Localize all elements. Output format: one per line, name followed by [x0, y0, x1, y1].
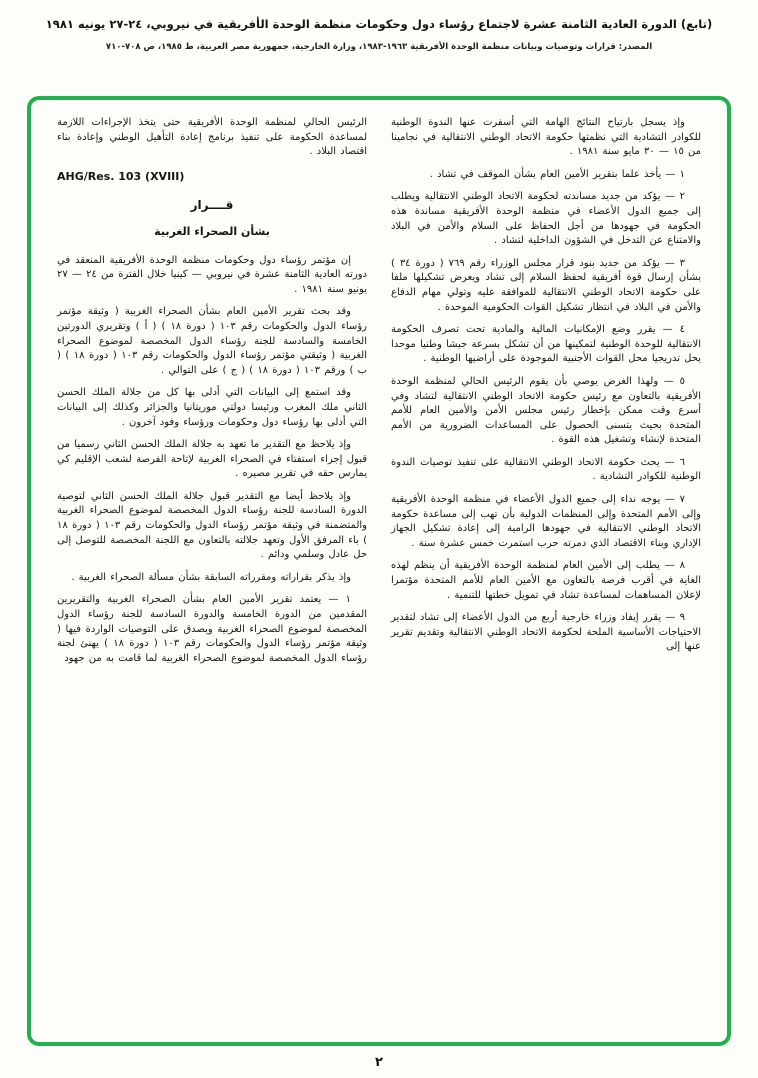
green-border-content-box: [27, 96, 731, 1046]
header-title: (تابع) الدورة العادية الثامنة عشرة لاجتماع رؤساء دول وحكومات منظمة الوحدة الأفريقية في نيروبي، ٢٤-٢٧ يونيه ١٩٨١: [45, 17, 713, 31]
paragraph-item-7: ٧ — يوجه نداء إلى جميع الدول الأعضاء في منظمة الوحدة الأفريقية وإلى الأمم المتحدة وإلى المنظمات الدولية بأن تهب إلى مساعدة حكومة الاتحاد الوطني الانتقالية في جهودها الرامية إلى إعادة تشكيل الجهاز الإداري وبناء الاقتصاد الذي دمرته حرب استمرت خمس عشرة سنة .: [391, 494, 701, 549]
left-column: [57, 116, 367, 1028]
paragraph-item-4: ٤ — يقرر وضع الإمكانيات المالية والمادية تحت تصرف الحكومة الانتقالية للوحدة الوطنية لتمكينها من أن تشكل بسرعة جيشا وطنيا موحدا يحل تدريجيا محل القوات الأجنبية الموجودة على أراضيها الوطنية .: [391, 324, 701, 365]
paragraph-ws-noting-1: وإذ يلاحظ مع التقدير ما تعهد به جلالة الملك الحسن الثاني رسميا من قبول إجراء استفتاء في الصحراء الغربية لإتاحة الفرصة لشعب الإقليم كي يمارس حقه في تقرير مصيره .: [57, 439, 367, 480]
paragraph-preamble-chad: وإذ يسجل بارتياح النتائج الهامة التي أسفرت عنها الندوة الوطنية للكوادر التشادية التي نظمتها حكومة الاتحاد الوطني الانتقالية في نجامينا من ١٥ — ٣٠ مايو سنة ١٩٨١ .: [391, 117, 701, 158]
paragraph-ws-noting-2: وإذ يلاحظ أيضا مع التقدير قبول جلالة الملك الحسن الثاني لتوصية الدورة السادسة للجنة رؤساء الدول المخصصة لموضوع الصحراء الغربية والمتضمنة في وثيقة مؤتمر رؤساء الدول والحكومات رقم ١٠٣ ( دورة ١٨ ) باء المرفق الأول وتعهد جلالته بالتعاون مع اللجنة المخصصة للتوصل إلى حل عادل وسلمي ودائم .: [57, 490, 367, 561]
paragraph-item-1: ١ — يأخذ علما بتقرير الأمين العام بشأن الموقف في تشاد .: [429, 168, 685, 180]
paragraph-item-8: ٨ — يطلب إلى الأمين العام لمنظمة الوحدة الأفريقية أن ينظم لهذه الغاية في أقرب فرصة بالتعاون مع الأمين العام للأمم المتحدة مؤتمرا لإعلان المساهمات لمساعدة تشاد في تمويل خطتها للتنمية .: [391, 560, 701, 601]
paragraph-continuation: الرئيس الحالي لمنظمة الوحدة الأفريقية حتى يتخذ الإجراءات اللازمة لمساعدة الحكومة على تنفيذ برنامج إعادة التأهيل الوطني وإعادة بناء اقتصاد البلاد .: [57, 117, 367, 158]
paragraph-item-9: ٩ — يقرر إيفاد وزراء خارجية أربع من الدول الأعضاء إلى تشاد لتقدير الاحتياجات الأساسية الملحة لحكومة الاتحاد الوطني الانتقالية وتقديم تقرير عنها إلى: [391, 612, 701, 653]
paragraph-item-5: ٥ — ولهذا الغرض يوصي بأن يقوم الرئيس الحالي لمنظمة الوحدة الأفريقية بالتعاون مع رئيس حكومة الاتحاد الوطني الانتقالية لتشاد وفي أسرع وقت ممكن بإخطار رئيس مجلس الأمن والأمين العام للأمم المتحدة بحيث يتسنى الحصول على المساعدات الضرورية من الأمم المتحدة لإنشاء وتشغيل هذه القوة .: [391, 375, 701, 446]
paragraph-item-6: ٦ — يحث حكومة الاتحاد الوطني الانتقالية على تنفيذ توصيات الندوة الوطنية للكوادر التشادية .: [391, 456, 701, 483]
resolution-code: AHG/Res. 103 (XVIII): [57, 169, 185, 183]
paragraph-ws-recalling: وإذ يذكر بقراراته ومقرراته السابقة بشأن مسألة الصحراء الغربية .: [71, 571, 351, 583]
page-number: ٢: [375, 1055, 383, 1070]
paragraph-ws-item-1: ١ — يعتمد تقرير الأمين العام بشأن الصحراء الغربية والتقريرين المقدمين من الدورة الخامسة والدورة السادسة للجنة رؤساء الدول المخصصة لموضوع الصحراء الغربية ويصدق على التوصيات الواردة فيها ( وثيقة مؤتمر رؤساء الدول والحكومات رقم ١٠٣ ( دورة ١٨ ) يهنئ لجنة رؤساء الدول المخصصة لموضوع الصحراء الغربية لما قامت به من جهود: [57, 594, 367, 664]
paragraph-ws-preamble: إن مؤتمر رؤساء دول وحكومات منظمة الوحدة الأفريقية المنعقد في دورته العادية الثامنة عشرة في نيروبي — كينيا خلال الفترة من ٢٤ — ٢٧ يونيو سنة ١٩٨١ .: [57, 254, 367, 295]
two-column-layout: [57, 116, 701, 1028]
header-source-line: المصدر: قرارات وتوصيات وبيانات منظمة الوحدة الأفريقية ١٩٦٣-١٩٨٣، وزارة الخارجية، جمهورية مصر العربية، ط ١٩٨٥، ص ٧٠٨-٧١٠: [105, 42, 653, 52]
resolution-title: قــــرار: [190, 198, 234, 213]
document-header: [20, 16, 738, 53]
resolution-subtitle: بشأن الصحراء الغربية: [154, 224, 270, 238]
paragraph-ws-statements: وقد استمع إلى البيانات التي أدلى بها كل من جلالة الملك الحسن الثاني ملك المغرب ورئيسا دولتي موريتانيا والجزائر وكذلك إلى البيانات التي أدلى بها رؤساء دول وحكومات ورؤساء وفود آخرون .: [57, 387, 367, 428]
paragraph-item-2: ٢ — يؤكد من جديد مساندته لحكومة الاتحاد الوطني الانتقالية ويطلب إلى جميع الدول الأعضاء في منظمة الوحدة الأفريقية مساندة هذه الحكومة في جهودها من أجل الحفاظ على السلام والأمن في البلاد والامتناع عن التدخل في الشؤون الداخلية لتشاد .: [391, 191, 701, 247]
paragraph-ws-report: وقد بحث تقرير الأمين العام بشأن الصحراء الغربية ( وثيقة مؤتمر رؤساء الدول والحكومات رقم ١٠٣ ( دورة ١٨ ) ( أ ) وتقريري الدورتين الخامسة والسادسة للجنة رؤساء الدول المخصصة لموضوع الصحراء الغربية ( وثيقتي مؤتمر رؤساء الدول والحكومات رقم ١٠٣ ( دورة ١٨ ) ( ب ) ورقم ١٠٣ ( دورة ١٨ ) ( ج ) على التوالي .: [57, 306, 367, 376]
paragraph-item-3: ٣ — يؤكد من جديد بنود قرار مجلس الوزراء رقم ٧٦٩ ( دورة ٣٤ ) بشأن إرسال قوة أفريقية لحفظ السلام إلى تشاد ويعرض تشكيلها ملفا على حكومة الاتحاد الوطني الانتقالية للموافقة عليه وتولي مهام الدفاع والأمن في البلاد في انتظار تشكيل القوات الحكومية الموحدة .: [391, 257, 701, 313]
right-column: [391, 116, 701, 1028]
